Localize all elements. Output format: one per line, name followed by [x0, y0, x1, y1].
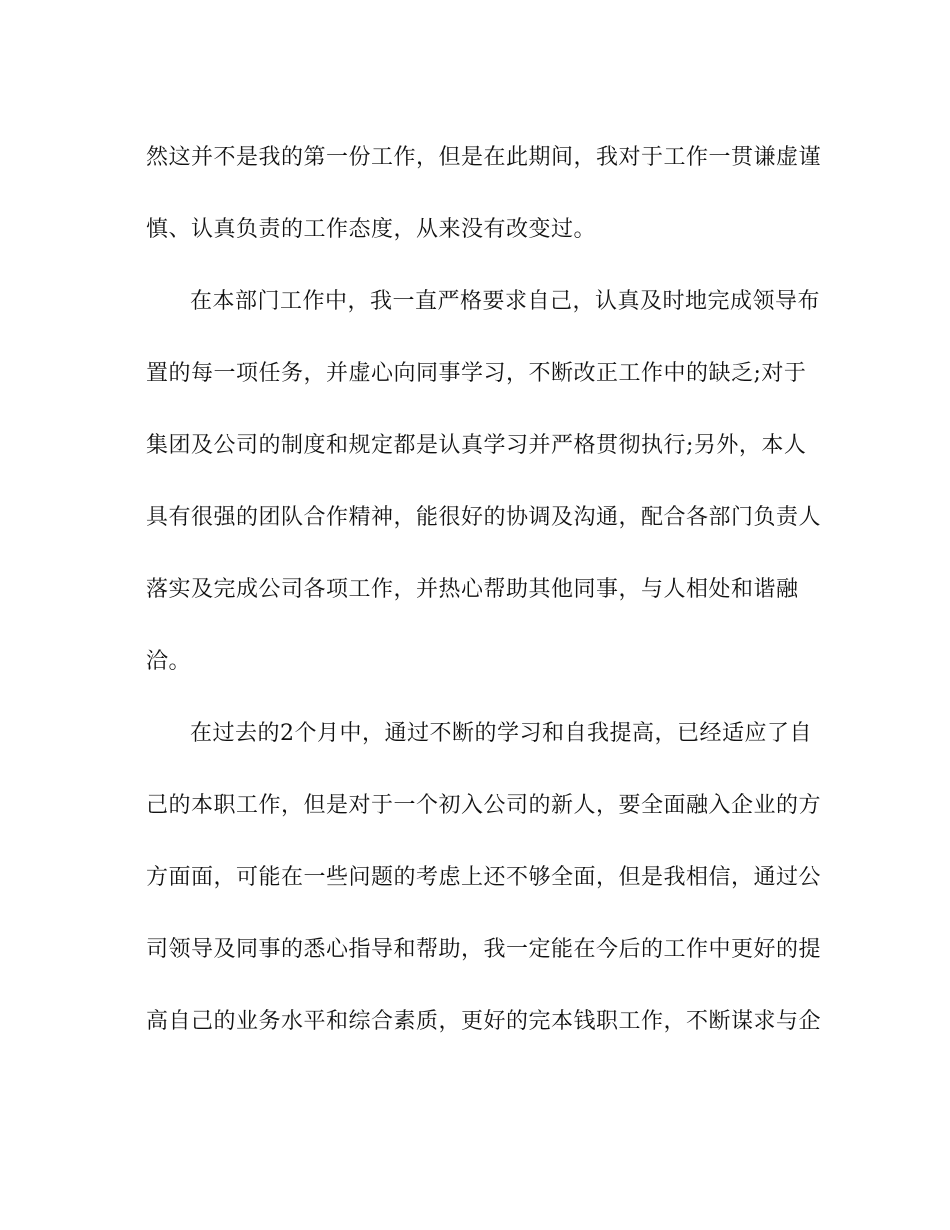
text-line: 洽。 — [146, 649, 192, 674]
text-line: 集团及公司的制度和规定都是认真学习并严格贯彻执行;另外，本人 — [146, 433, 807, 458]
text-line: 己的本职工作，但是对于一个初入公司的新人，要全面融入企业的方 — [146, 793, 822, 818]
text-line: 方面面，可能在一些问题的考虑上还不够全面，但是我相信，通过公 — [146, 865, 822, 890]
text-line: 司领导及同事的悉心指导和帮助，我一定能在今后的工作中更好的提 — [146, 937, 822, 962]
text-line: 置的每一项任务，并虚心向同事学习，不断改正工作中的缺乏;对于 — [146, 361, 807, 386]
text-line: 然这并不是我的第一份工作，但是在此期间，我对于工作一贯谦虚谨 — [146, 145, 822, 170]
text-line: 具有很强的团队合作精神，能很好的协调及沟通，配合各部门负责人 — [146, 505, 822, 530]
text-line: 慎、认真负责的工作态度，从来没有改变过。 — [146, 217, 597, 242]
text-line: 高自己的业务水平和综合素质，更好的完本钱职工作，不断谋求与企 — [146, 1009, 822, 1034]
paragraph-first-line: 在过去的2个月中，通过不断的学习和自我提高，已经适应了自 — [190, 721, 812, 746]
text-line: 落实及完成公司各项工作，并热心帮助其他同事，与人相处和谐融 — [146, 577, 799, 602]
paragraph-first-line: 在本部门工作中，我一直严格要求自己，认真及时地完成领导布 — [190, 289, 821, 314]
